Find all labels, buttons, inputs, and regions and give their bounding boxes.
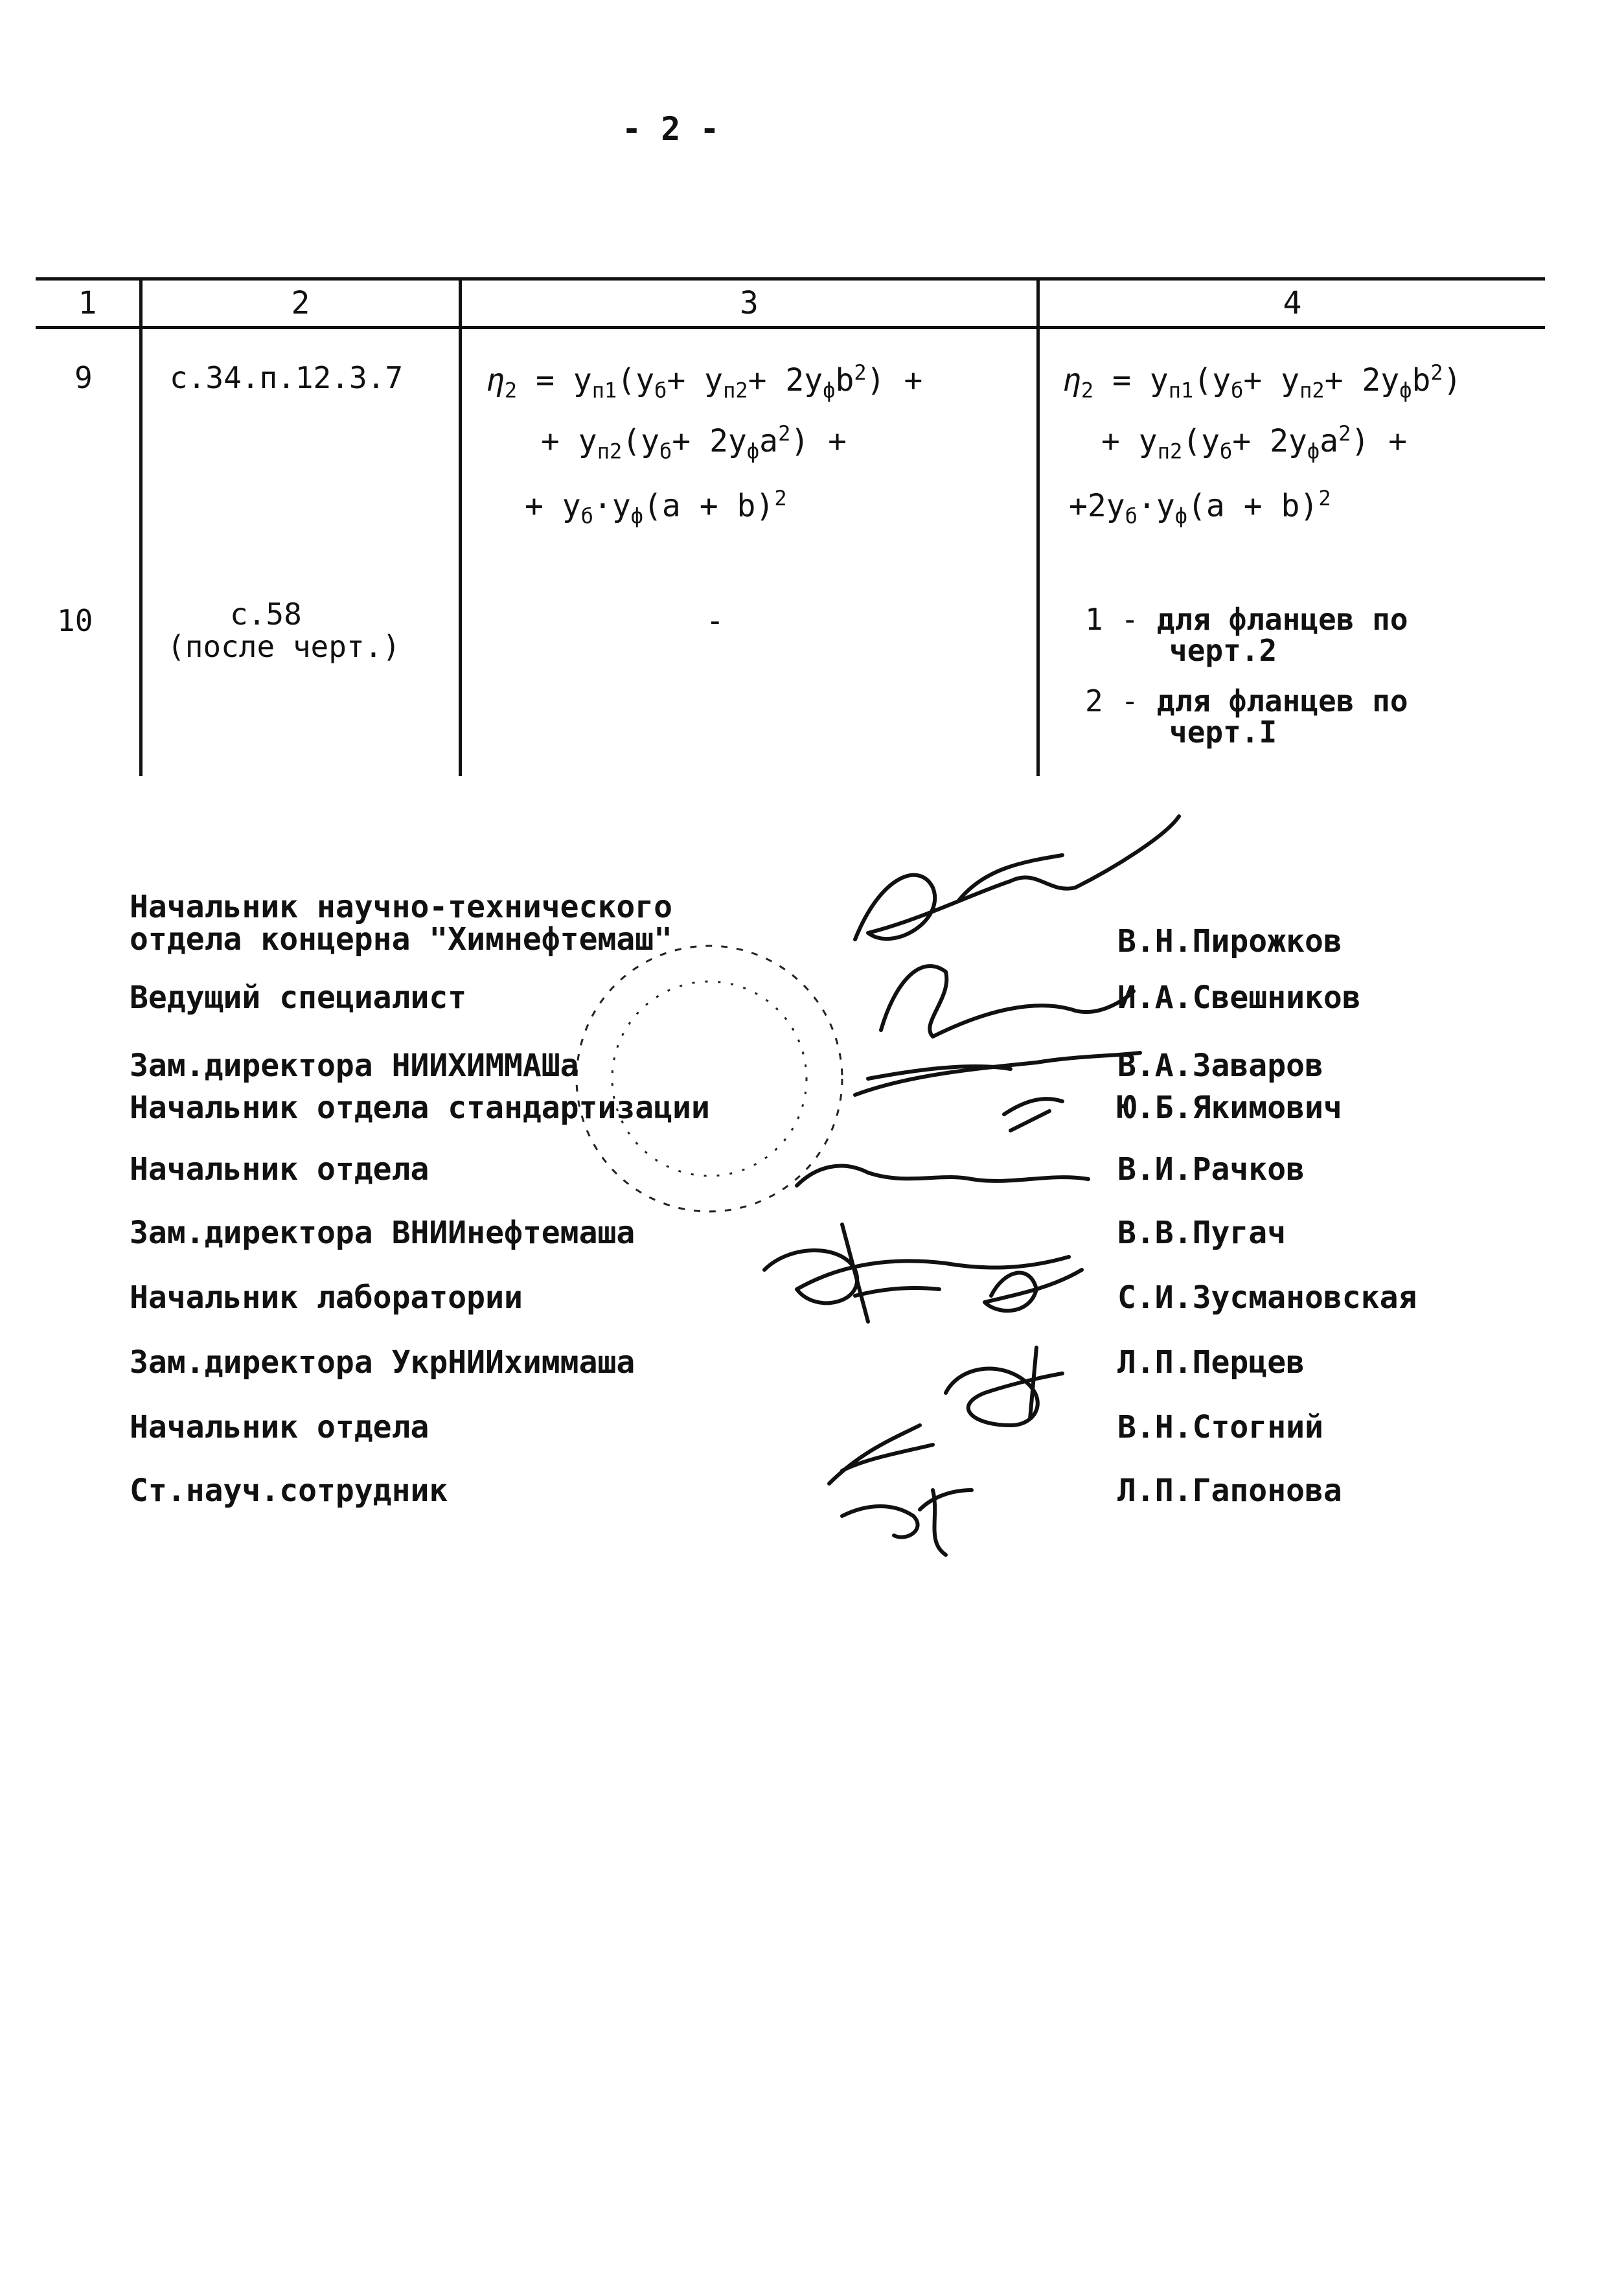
approval-name-6: В.В.Пугач bbox=[1117, 1215, 1287, 1251]
row-10-reference-line-2: (после черт.) bbox=[167, 629, 401, 664]
approval-position-2: Ведущий специалист bbox=[130, 980, 467, 1016]
row-10-old-value: - bbox=[706, 603, 724, 638]
approval-name-9: В.Н.Стогний bbox=[1117, 1409, 1323, 1445]
row-9-reference: с.34.п.12.3.7 bbox=[170, 360, 404, 395]
approval-position-9: Начальник отдела bbox=[130, 1409, 429, 1445]
approval-name-4: Ю.Б.Якимович bbox=[1117, 1090, 1342, 1126]
note-1-line-1: для фланцев по bbox=[1156, 602, 1408, 637]
approval-name-7: С.И.Зусмановская bbox=[1117, 1280, 1417, 1316]
approval-name-10: Л.П.Гапонова bbox=[1117, 1473, 1342, 1509]
approval-position-4: Начальник отдела стандартизации bbox=[130, 1090, 710, 1126]
stamp bbox=[577, 946, 842, 1212]
approval-name-2: И.А.Свешников bbox=[1117, 980, 1361, 1016]
approval-name-8: Л.П.Перцев bbox=[1117, 1344, 1305, 1381]
row-10-note-2: 2 - для фланцев по черт.I bbox=[1085, 683, 1408, 750]
row-10-number: 10 bbox=[57, 603, 93, 638]
table-header-col-1: 1 bbox=[78, 285, 97, 321]
old-formula-line-3: + $y_б\cdot y_ф(a + b)^2$ bbox=[525, 486, 787, 529]
new-formula-line-2: + $y_{п2}(y_б+ 2y_фa^2)$ + bbox=[1101, 421, 1408, 464]
table-header-col-3: 3 bbox=[740, 285, 759, 321]
note-2-line-2: черт.I bbox=[1169, 715, 1277, 750]
note-1-line-2: черт.2 bbox=[1169, 633, 1277, 668]
note-2-line-1: для фланцев по bbox=[1156, 683, 1408, 718]
approval-position-7: Начальник лаборатории bbox=[130, 1280, 523, 1316]
table-header-col-2: 2 bbox=[291, 285, 310, 321]
old-formula-line-2: + $y_{п2}(y_б+ 2y_фa^2)$ + bbox=[541, 421, 847, 464]
page-number: - 2 - bbox=[622, 110, 720, 148]
note-2-number: 2 bbox=[1085, 683, 1103, 718]
approval-name-3: В.А.Заваров bbox=[1117, 1048, 1323, 1084]
approval-name-5: В.И.Рачков bbox=[1117, 1151, 1305, 1188]
new-formula-line-1: $\eta_2 = y_{п1}(y_б+ y_{п2}+ 2y_фb^2)$ bbox=[1062, 360, 1462, 403]
approval-name-1: В.Н.Пирожков bbox=[1117, 923, 1342, 959]
approval-position-10: Ст.науч.сотрудник bbox=[130, 1473, 448, 1509]
row-9-number: 9 bbox=[74, 360, 93, 395]
new-formula-line-3: $+2y_б\cdot y_ф(a + b)^2$ bbox=[1069, 486, 1331, 529]
approval-position-5: Начальник отдела bbox=[130, 1151, 429, 1188]
old-formula-line-1: $\eta_2 = y_{п1}(y_б+ y_{п2}+ 2y_фb^2)$ + bbox=[486, 360, 923, 403]
note-1-number: 1 bbox=[1085, 602, 1103, 637]
approval-position-8: Зам.директора УкрНИИхиммаша bbox=[130, 1344, 635, 1381]
approval-position-1: Начальник научно-технического отдела концерна "Химнефтемаш" bbox=[130, 889, 673, 958]
approval-position-3: Зам.директора НИИХИММАШа bbox=[130, 1048, 579, 1084]
table-header-col-4: 4 bbox=[1283, 285, 1302, 321]
handwritten-signatures bbox=[764, 816, 1179, 1555]
row-10-reference-line-1: с.58 bbox=[230, 597, 302, 632]
approval-position-6: Зам.директора ВНИИнефтемаша bbox=[130, 1215, 635, 1251]
row-10-note-1: 1 - для фланцев по черт.2 bbox=[1085, 602, 1408, 668]
